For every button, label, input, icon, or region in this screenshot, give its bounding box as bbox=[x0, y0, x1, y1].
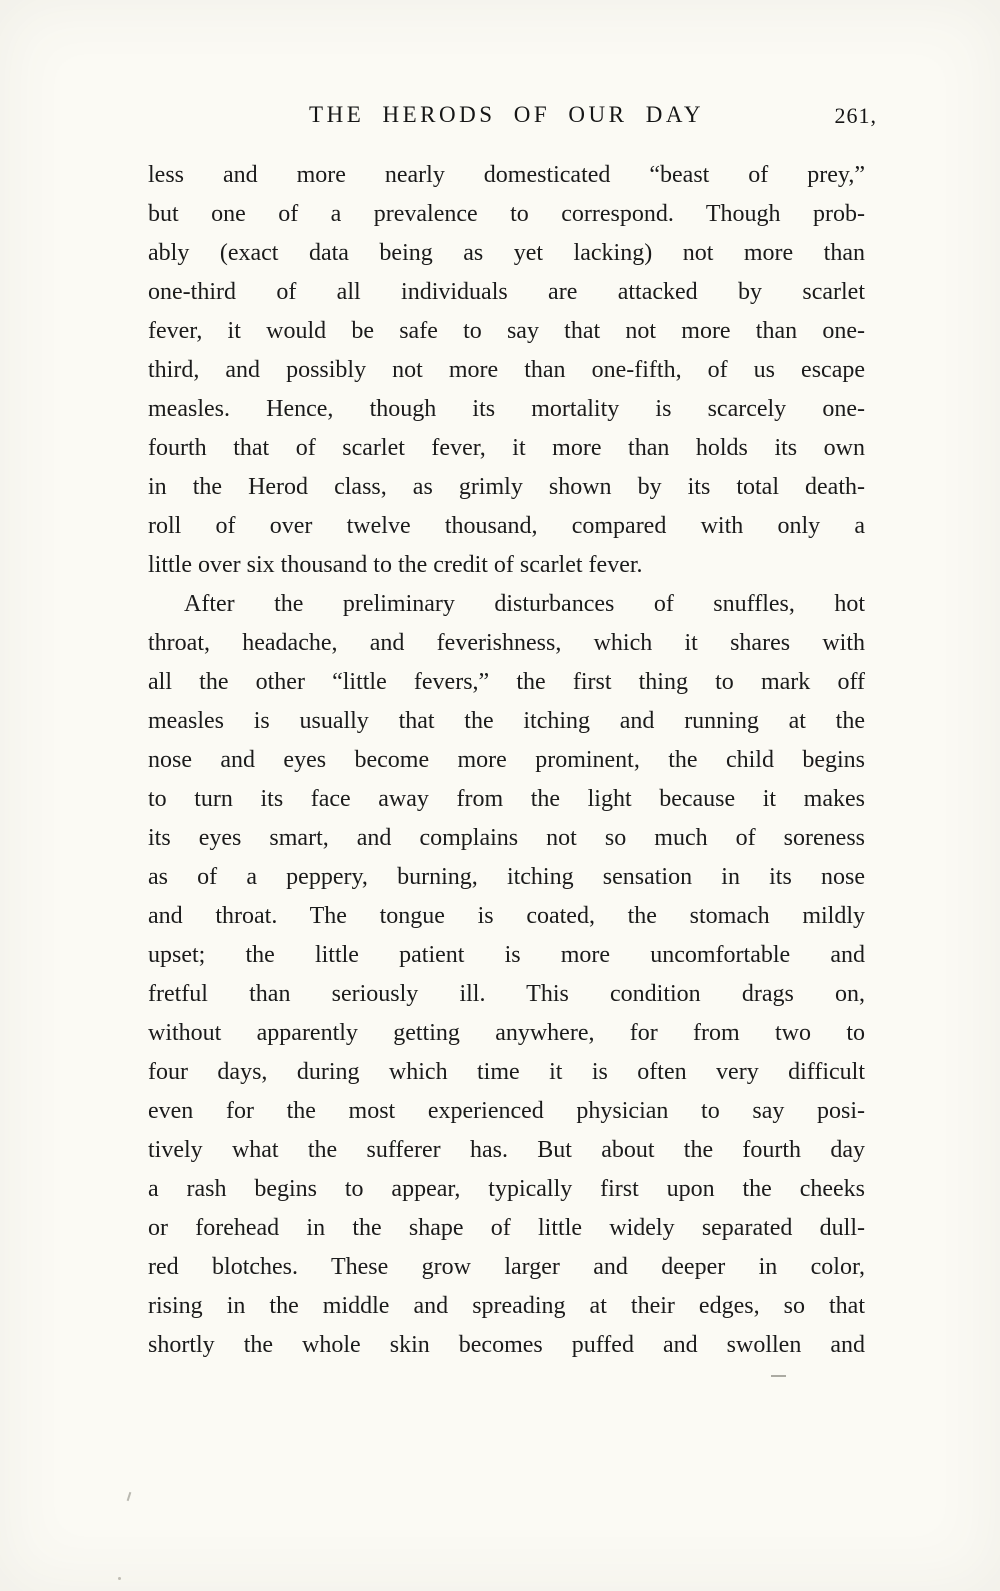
text-line: as of a peppery, burning, itching sensation in its nose bbox=[148, 864, 865, 890]
text-line: little over six thousand to the credit of scarlet fever. bbox=[148, 552, 643, 578]
text-line: all the other “little fevers,” the first thing to mark off bbox=[148, 669, 865, 695]
text-line: upset; the little patient is more uncomfortable and bbox=[148, 942, 865, 968]
text-line: measles is usually that the itching and running at the bbox=[148, 708, 865, 734]
text-line: in the Herod class, as grimly shown by its total death- bbox=[148, 474, 865, 500]
text-line: four days, during which time it is often very difficult bbox=[148, 1059, 865, 1085]
text-line: measles. Hence, though its mortality is scarcely one- bbox=[148, 396, 865, 422]
text-line: throat, headache, and feverishness, which it shares with bbox=[148, 630, 865, 656]
scan-artifact-tick bbox=[127, 1492, 132, 1501]
text-line: tively what the sufferer has. But about the fourth day bbox=[148, 1137, 865, 1163]
page-header bbox=[148, 102, 877, 134]
page-number: 261, bbox=[834, 103, 877, 128]
scan-artifact-dot bbox=[118, 1577, 121, 1580]
text-line: red blotches. These grow larger and deeper in color, bbox=[148, 1254, 865, 1280]
text-line: ably (exact data being as yet lacking) not more than bbox=[148, 240, 865, 266]
text-line: its eyes smart, and complains not so much of soreness bbox=[148, 825, 865, 851]
text-line: fever, it would be safe to say that not more than one- bbox=[148, 318, 865, 344]
text-line: one-third of all individuals are attacked by scarlet bbox=[148, 279, 865, 305]
text-line: a rash begins to appear, typically first upon the cheeks bbox=[148, 1176, 865, 1202]
text-line: After the preliminary disturbances of snuffles, hot bbox=[184, 591, 865, 617]
text-line: or forehead in the shape of little widely separated dull- bbox=[148, 1215, 865, 1241]
text-line: and throat. The tongue is coated, the stomach mildly bbox=[148, 903, 865, 929]
text-line: but one of a prevalence to correspond. Though prob- bbox=[148, 201, 865, 227]
text-line: third, and possibly not more than one-fifth, of us escape bbox=[148, 357, 865, 383]
text-line: fretful than seriously ill. This condition drags on, bbox=[148, 981, 865, 1007]
text-line: without apparently getting anywhere, for from two to bbox=[148, 1020, 865, 1046]
text-line: shortly the whole skin becomes puffed and swollen and bbox=[148, 1332, 865, 1358]
text-line: roll of over twelve thousand, compared with only a bbox=[148, 513, 865, 539]
text-line: fourth that of scarlet fever, it more than holds its own bbox=[148, 435, 865, 461]
text-line: rising in the middle and spreading at their edges, so that bbox=[148, 1293, 865, 1319]
body-text bbox=[148, 156, 865, 1365]
text-line: even for the most experienced physician to say posi- bbox=[148, 1098, 865, 1124]
scan-artifact-dash bbox=[771, 1375, 786, 1377]
text-line: to turn its face away from the light because it makes bbox=[148, 786, 865, 812]
text-line: less and more nearly domesticated “beast of prey,” bbox=[148, 162, 865, 188]
running-title: THE HERODS OF OUR DAY bbox=[309, 102, 704, 127]
text-line: nose and eyes become more prominent, the child begins bbox=[148, 747, 865, 773]
